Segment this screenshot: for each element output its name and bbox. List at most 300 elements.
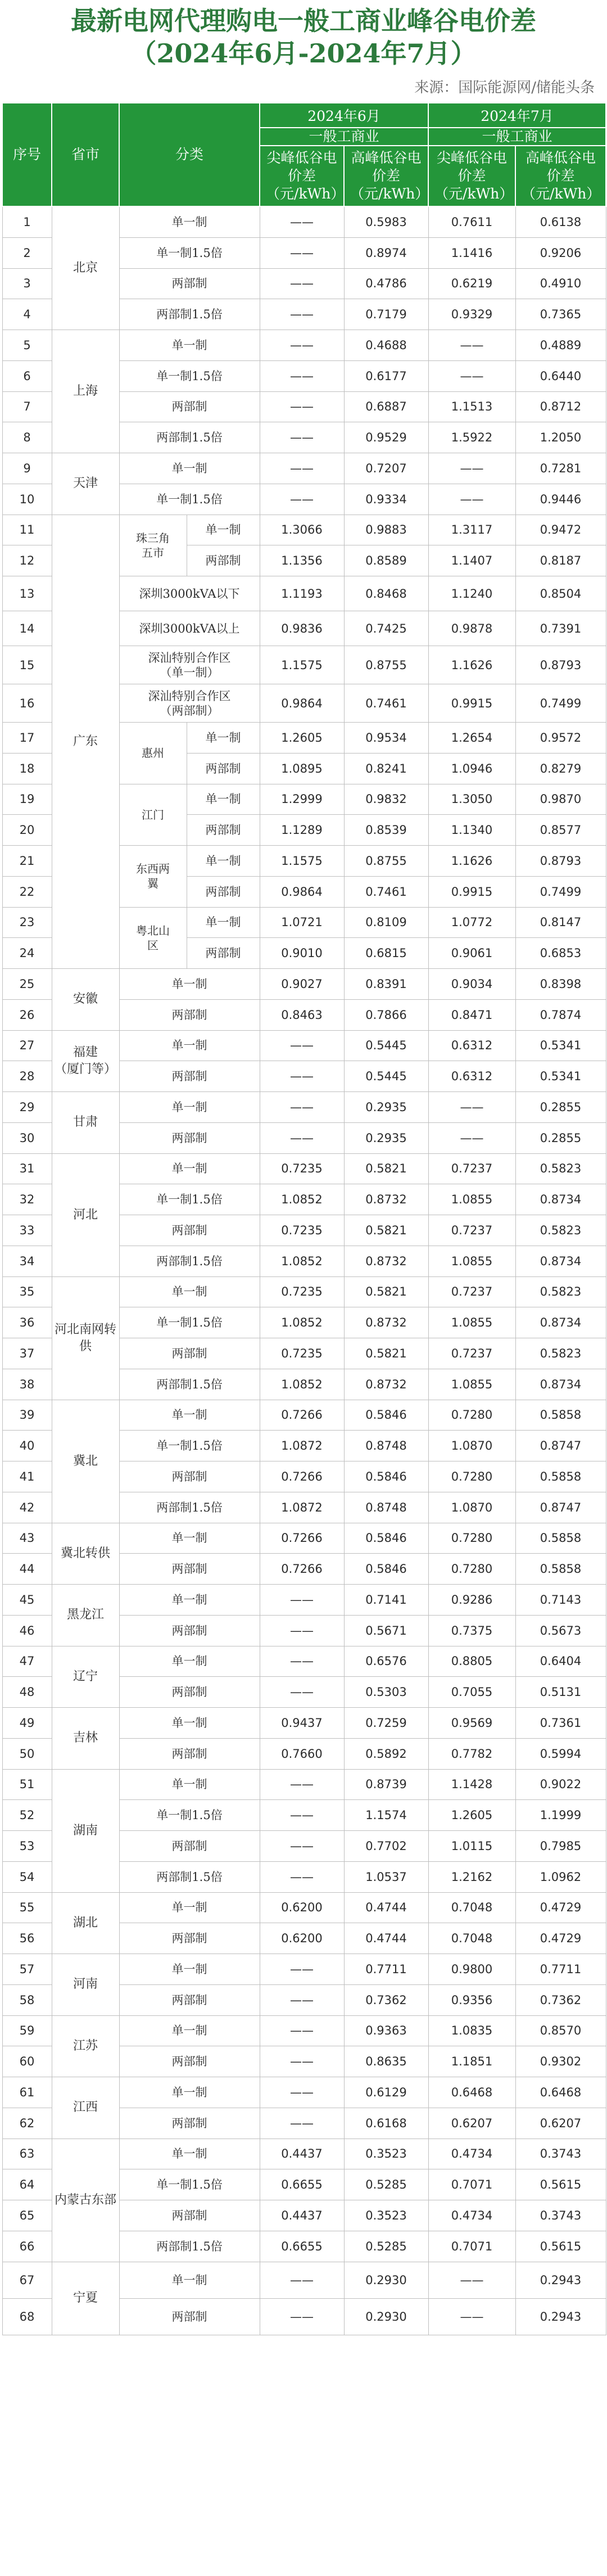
july-high-value: 1.2050 bbox=[515, 422, 606, 453]
july-high-value: 0.9206 bbox=[515, 237, 606, 268]
july-high-value: 0.7499 bbox=[515, 876, 606, 907]
header-june bbox=[260, 103, 428, 128]
july-peak-value: 0.7048 bbox=[428, 1923, 515, 1954]
row-index: 54 bbox=[2, 1861, 52, 1892]
category-cell: 单一制1.5倍 bbox=[119, 237, 260, 268]
july-high-value: 0.8570 bbox=[515, 2015, 606, 2046]
july-high-value: 0.2855 bbox=[515, 1122, 606, 1153]
table-row bbox=[2, 1769, 606, 1800]
july-high-value: 0.4729 bbox=[515, 1923, 606, 1954]
row-index: 25 bbox=[2, 969, 52, 1000]
july-peak-value: —— bbox=[428, 484, 515, 515]
july-peak-value: 1.0772 bbox=[428, 907, 515, 938]
category-cell: 单一制 bbox=[187, 846, 260, 877]
july-high-value: 1.1999 bbox=[515, 1800, 606, 1831]
price-table bbox=[2, 102, 606, 2335]
row-index: 56 bbox=[2, 1923, 52, 1954]
row-index: 35 bbox=[2, 1276, 52, 1307]
july-high-value: 0.5858 bbox=[515, 1554, 606, 1585]
june-peak-value: 0.9836 bbox=[260, 611, 344, 646]
row-index: 62 bbox=[2, 2108, 52, 2139]
july-peak-value: 1.1626 bbox=[428, 846, 515, 877]
june-peak-value: 0.4437 bbox=[260, 2139, 344, 2169]
july-peak-value: 1.0870 bbox=[428, 1431, 515, 1461]
header-july-high: 高峰低谷电价差（元/kWh） bbox=[515, 146, 606, 206]
july-high-value: 0.7499 bbox=[515, 684, 606, 723]
july-peak-value: 0.9061 bbox=[428, 938, 515, 969]
row-index: 48 bbox=[2, 1677, 52, 1708]
row-index: 19 bbox=[2, 784, 52, 815]
row-index: 30 bbox=[2, 1122, 52, 1153]
row-index: 33 bbox=[2, 1215, 52, 1246]
province-cell: 江苏 bbox=[52, 2015, 119, 2077]
july-peak-value: 1.1407 bbox=[428, 545, 515, 576]
category-cell: 单一制 bbox=[119, 1954, 260, 1985]
row-index: 66 bbox=[2, 2231, 52, 2262]
july-high-value: 0.4910 bbox=[515, 268, 606, 299]
row-index: 38 bbox=[2, 1369, 52, 1400]
june-high-value: 0.8748 bbox=[344, 1431, 428, 1461]
category-cell: 单一制 bbox=[187, 907, 260, 938]
category-cell: 两部制 bbox=[187, 938, 260, 969]
july-peak-value: 1.1513 bbox=[428, 391, 515, 422]
june-peak-value: 1.0721 bbox=[260, 907, 344, 938]
category-cell: 两部制 bbox=[119, 1461, 260, 1492]
june-high-value: 0.8391 bbox=[344, 969, 428, 1000]
june-high-value: 0.9832 bbox=[344, 784, 428, 815]
category-cell: 单一制1.5倍 bbox=[119, 1307, 260, 1338]
header-idx: 序号 bbox=[2, 103, 52, 206]
row-index: 27 bbox=[2, 1030, 52, 1061]
july-high-value: 0.8187 bbox=[515, 545, 606, 576]
july-peak-value: 0.9915 bbox=[428, 684, 515, 723]
july-high-value: 0.9472 bbox=[515, 515, 606, 545]
june-peak-value: 1.0852 bbox=[260, 1307, 344, 1338]
row-index: 13 bbox=[2, 576, 52, 611]
july-peak-value: 0.9569 bbox=[428, 1708, 515, 1739]
june-peak-value: 1.2605 bbox=[260, 723, 344, 754]
category-cell: 两部制1.5倍 bbox=[119, 2231, 260, 2262]
row-index: 22 bbox=[2, 876, 52, 907]
july-high-value: 0.5994 bbox=[515, 1738, 606, 1769]
row-index: 64 bbox=[2, 2169, 52, 2200]
row-index: 41 bbox=[2, 1461, 52, 1492]
row-index: 45 bbox=[2, 1585, 52, 1616]
category-cell: 两部制 bbox=[119, 1122, 260, 1153]
june-high-value: 0.5821 bbox=[344, 1276, 428, 1307]
june-high-value: 0.7362 bbox=[344, 1984, 428, 2015]
june-high-value: 0.7259 bbox=[344, 1708, 428, 1739]
province-cell: 冀北 bbox=[52, 1400, 119, 1523]
june-high-value: 0.5821 bbox=[344, 1215, 428, 1246]
june-peak-value: 0.9027 bbox=[260, 969, 344, 1000]
june-peak-value: 0.7235 bbox=[260, 1153, 344, 1184]
july-peak-value: 0.9286 bbox=[428, 1585, 515, 1616]
july-high-value: 0.8734 bbox=[515, 1246, 606, 1276]
july-peak-value: 0.7071 bbox=[428, 2169, 515, 2200]
category-cell: 两部制 bbox=[119, 1338, 260, 1369]
table-row bbox=[2, 2015, 606, 2046]
category-cell: 单一制1.5倍 bbox=[119, 360, 260, 391]
june-high-value: 0.5671 bbox=[344, 1615, 428, 1646]
header-july-period: 2024年7月 bbox=[481, 108, 554, 124]
row-index: 28 bbox=[2, 1061, 52, 1092]
row-index: 14 bbox=[2, 611, 52, 646]
june-high-value: 0.7702 bbox=[344, 1831, 428, 1862]
category-cell: 深圳3000kVA以下 bbox=[119, 576, 260, 611]
june-peak-value: 1.0872 bbox=[260, 1492, 344, 1523]
june-peak-value: 1.0895 bbox=[260, 753, 344, 784]
july-peak-value: 0.7280 bbox=[428, 1400, 515, 1431]
june-peak-value: 0.7266 bbox=[260, 1400, 344, 1431]
category-cell: 单一制 bbox=[119, 969, 260, 1000]
province-cell: 福建 （厦门等） bbox=[52, 1030, 119, 1092]
june-peak-value: 0.7266 bbox=[260, 1554, 344, 1585]
province-cell: 吉林 bbox=[52, 1708, 119, 1770]
province-cell: 北京 bbox=[52, 206, 119, 330]
june-high-value: 0.7461 bbox=[344, 876, 428, 907]
july-high-value: 0.8747 bbox=[515, 1431, 606, 1461]
row-index: 36 bbox=[2, 1307, 52, 1338]
july-high-value: 0.5615 bbox=[515, 2169, 606, 2200]
province-cell: 黑龙江 bbox=[52, 1585, 119, 1646]
category-cell: 两部制1.5倍 bbox=[119, 1369, 260, 1400]
row-index: 1 bbox=[2, 206, 52, 237]
july-high-value: 0.8279 bbox=[515, 753, 606, 784]
header-province: 省市 bbox=[52, 103, 119, 206]
july-high-value: 0.6853 bbox=[515, 938, 606, 969]
title-line-2: （2024年6月-2024年7月） bbox=[130, 38, 477, 69]
row-index: 32 bbox=[2, 1184, 52, 1215]
table-row bbox=[2, 1585, 606, 1616]
july-high-value: 0.6404 bbox=[515, 1646, 606, 1677]
category-cell: 两部制1.5倍 bbox=[119, 422, 260, 453]
july-peak-value: 0.9034 bbox=[428, 969, 515, 1000]
july-peak-value: 0.7280 bbox=[428, 1554, 515, 1585]
june-high-value: 0.8732 bbox=[344, 1307, 428, 1338]
row-index: 24 bbox=[2, 938, 52, 969]
june-peak-value: 0.8463 bbox=[260, 999, 344, 1030]
june-high-value: 0.3523 bbox=[344, 2200, 428, 2231]
province-cell: 辽宁 bbox=[52, 1646, 119, 1708]
june-peak-value: —— bbox=[260, 1122, 344, 1153]
row-index: 18 bbox=[2, 753, 52, 784]
row-index: 47 bbox=[2, 1646, 52, 1677]
july-peak-value: 0.7237 bbox=[428, 1338, 515, 1369]
province-cell: 江西 bbox=[52, 2077, 119, 2139]
table-row bbox=[2, 206, 606, 237]
june-peak-value: —— bbox=[260, 422, 344, 453]
june-high-value: 0.5846 bbox=[344, 1400, 428, 1431]
table-row bbox=[2, 1153, 606, 1184]
header-july-type: 一般工商业 bbox=[428, 128, 606, 146]
july-peak-value: 1.0835 bbox=[428, 2015, 515, 2046]
july-peak-value: 1.0855 bbox=[428, 1307, 515, 1338]
june-high-value: 0.8109 bbox=[344, 907, 428, 938]
source-note: 来源：国际能源网/储能头条 bbox=[414, 79, 595, 96]
june-high-value: 0.6576 bbox=[344, 1646, 428, 1677]
june-peak-value: —— bbox=[260, 1646, 344, 1677]
category-cell: 单一制 bbox=[119, 1646, 260, 1677]
category-cell: 单一制 bbox=[119, 2077, 260, 2108]
category-cell: 单一制 bbox=[119, 1030, 260, 1061]
province-cell: 广东 bbox=[52, 515, 119, 969]
region-cell: 珠三角 五市 bbox=[119, 515, 187, 576]
july-high-value: 0.5823 bbox=[515, 1153, 606, 1184]
row-index: 20 bbox=[2, 815, 52, 846]
july-peak-value: 0.6312 bbox=[428, 1061, 515, 1092]
june-high-value: 0.8241 bbox=[344, 753, 428, 784]
june-peak-value: 0.7266 bbox=[260, 1523, 344, 1554]
june-high-value: 0.6887 bbox=[344, 391, 428, 422]
july-high-value: 0.6207 bbox=[515, 2108, 606, 2139]
july-high-value: 0.5858 bbox=[515, 1400, 606, 1431]
row-index: 63 bbox=[2, 2139, 52, 2169]
row-index: 17 bbox=[2, 723, 52, 754]
row-index: 52 bbox=[2, 1800, 52, 1831]
category-cell: 两部制 bbox=[119, 1677, 260, 1708]
july-high-value: 0.7711 bbox=[515, 1954, 606, 1985]
category-cell: 两部制1.5倍 bbox=[119, 1861, 260, 1892]
july-high-value: 0.3743 bbox=[515, 2139, 606, 2169]
july-peak-value: 1.0855 bbox=[428, 1246, 515, 1276]
table-row bbox=[2, 1954, 606, 1985]
category-cell: 两部制 bbox=[119, 2046, 260, 2077]
july-peak-value: 1.2605 bbox=[428, 1800, 515, 1831]
row-index: 31 bbox=[2, 1153, 52, 1184]
row-index: 40 bbox=[2, 1431, 52, 1461]
row-index: 44 bbox=[2, 1554, 52, 1585]
july-peak-value: 1.1240 bbox=[428, 576, 515, 611]
table-row bbox=[2, 453, 606, 484]
table-row bbox=[2, 1708, 606, 1739]
category-cell: 单一制 bbox=[119, 2139, 260, 2169]
july-high-value: 0.9572 bbox=[515, 723, 606, 754]
province-cell: 宁夏 bbox=[52, 2262, 119, 2335]
table-row bbox=[2, 1092, 606, 1123]
row-index: 68 bbox=[2, 2298, 52, 2335]
july-high-value: 0.9022 bbox=[515, 1769, 606, 1800]
june-peak-value: —— bbox=[260, 1092, 344, 1123]
row-index: 60 bbox=[2, 2046, 52, 2077]
category-cell: 两部制 bbox=[119, 1554, 260, 1585]
july-high-value: 0.9302 bbox=[515, 2046, 606, 2077]
category-cell: 两部制 bbox=[119, 1215, 260, 1246]
row-index: 5 bbox=[2, 330, 52, 361]
july-peak-value: 0.4734 bbox=[428, 2200, 515, 2231]
june-peak-value: 0.9864 bbox=[260, 684, 344, 723]
category-cell: 两部制 bbox=[119, 2298, 260, 2335]
june-high-value: 0.8539 bbox=[344, 815, 428, 846]
july-peak-value: —— bbox=[428, 360, 515, 391]
june-high-value: 0.8739 bbox=[344, 1769, 428, 1800]
table-row bbox=[2, 330, 606, 361]
june-high-value: 0.7866 bbox=[344, 999, 428, 1030]
category-cell: 单一制 bbox=[119, 1585, 260, 1616]
july-peak-value: 0.6312 bbox=[428, 1030, 515, 1061]
july-peak-value: 1.1428 bbox=[428, 1769, 515, 1800]
july-peak-value: 1.2654 bbox=[428, 723, 515, 754]
june-high-value: 0.7461 bbox=[344, 684, 428, 723]
july-high-value: 0.5858 bbox=[515, 1461, 606, 1492]
july-high-value: 0.6440 bbox=[515, 360, 606, 391]
july-peak-value: 0.7611 bbox=[428, 206, 515, 237]
july-peak-value: 0.6219 bbox=[428, 268, 515, 299]
july-high-value: 0.7365 bbox=[515, 299, 606, 330]
july-peak-value: —— bbox=[428, 1092, 515, 1123]
june-peak-value: —— bbox=[260, 1831, 344, 1862]
row-index: 39 bbox=[2, 1400, 52, 1431]
region-cell: 江门 bbox=[119, 784, 187, 846]
province-cell: 河北南网转供 bbox=[52, 1276, 119, 1400]
june-high-value: 1.0537 bbox=[344, 1861, 428, 1892]
june-peak-value: —— bbox=[260, 1861, 344, 1892]
table-body bbox=[2, 206, 606, 2335]
category-cell: 单一制 bbox=[119, 1400, 260, 1431]
july-high-value: 0.8712 bbox=[515, 391, 606, 422]
june-peak-value: —— bbox=[260, 484, 344, 515]
july-peak-value: 0.4734 bbox=[428, 2139, 515, 2169]
july-peak-value: 1.2162 bbox=[428, 1861, 515, 1892]
june-peak-value: —— bbox=[260, 1061, 344, 1092]
june-peak-value: —— bbox=[260, 391, 344, 422]
row-index: 51 bbox=[2, 1769, 52, 1800]
province-cell: 河北 bbox=[52, 1153, 119, 1276]
province-cell: 上海 bbox=[52, 330, 119, 453]
category-cell: 单一制 bbox=[119, 206, 260, 237]
july-peak-value: —— bbox=[428, 2262, 515, 2298]
june-peak-value: —— bbox=[260, 2262, 344, 2298]
table-row bbox=[2, 1646, 606, 1677]
category-cell: 两部制1.5倍 bbox=[119, 299, 260, 330]
july-peak-value: 1.0870 bbox=[428, 1492, 515, 1523]
june-high-value: 0.2935 bbox=[344, 1122, 428, 1153]
june-peak-value: 0.9864 bbox=[260, 876, 344, 907]
row-index: 34 bbox=[2, 1246, 52, 1276]
june-high-value: 1.1574 bbox=[344, 1800, 428, 1831]
june-peak-value: 0.6200 bbox=[260, 1923, 344, 1954]
july-peak-value: 0.6207 bbox=[428, 2108, 515, 2139]
july-high-value: 0.7362 bbox=[515, 1984, 606, 2015]
category-cell: 两部制 bbox=[187, 815, 260, 846]
june-high-value: 0.5821 bbox=[344, 1153, 428, 1184]
category-cell: 两部制 bbox=[119, 1831, 260, 1862]
category-cell: 两部制 bbox=[187, 545, 260, 576]
july-peak-value: 0.7237 bbox=[428, 1153, 515, 1184]
july-high-value: 0.7361 bbox=[515, 1708, 606, 1739]
june-peak-value: —— bbox=[260, 1954, 344, 1985]
july-high-value: 0.7281 bbox=[515, 453, 606, 484]
july-peak-value: 0.7280 bbox=[428, 1461, 515, 1492]
row-index: 8 bbox=[2, 422, 52, 453]
row-index: 61 bbox=[2, 2077, 52, 2108]
june-peak-value: 1.0852 bbox=[260, 1184, 344, 1215]
june-high-value: 0.6177 bbox=[344, 360, 428, 391]
july-high-value: 0.5341 bbox=[515, 1061, 606, 1092]
row-index: 46 bbox=[2, 1615, 52, 1646]
june-peak-value: —— bbox=[260, 2077, 344, 2108]
june-peak-value: 0.7266 bbox=[260, 1461, 344, 1492]
june-peak-value: 0.7235 bbox=[260, 1338, 344, 1369]
category-cell: 两部制 bbox=[119, 1615, 260, 1646]
province-cell: 河南 bbox=[52, 1954, 119, 2016]
june-high-value: 0.8974 bbox=[344, 237, 428, 268]
category-cell: 单一制 bbox=[119, 1523, 260, 1554]
category-cell: 单一制 bbox=[187, 723, 260, 754]
june-high-value: 0.5303 bbox=[344, 1677, 428, 1708]
july-high-value: 0.6468 bbox=[515, 2077, 606, 2108]
row-index: 29 bbox=[2, 1092, 52, 1123]
june-peak-value: 1.1575 bbox=[260, 846, 344, 877]
june-high-value: 0.7207 bbox=[344, 453, 428, 484]
table-row bbox=[2, 969, 606, 1000]
table-row bbox=[2, 2262, 606, 2298]
region-cell: 粤北山 区 bbox=[119, 907, 187, 969]
june-peak-value: —— bbox=[260, 299, 344, 330]
june-high-value: 0.8468 bbox=[344, 576, 428, 611]
july-high-value: 0.7874 bbox=[515, 999, 606, 1030]
june-high-value: 0.5821 bbox=[344, 1338, 428, 1369]
june-peak-value: 1.1193 bbox=[260, 576, 344, 611]
july-peak-value: 1.1851 bbox=[428, 2046, 515, 2077]
category-cell: 单一制 bbox=[119, 1153, 260, 1184]
june-peak-value: —— bbox=[260, 2015, 344, 2046]
july-peak-value: 0.9329 bbox=[428, 299, 515, 330]
table-row bbox=[2, 515, 606, 545]
row-index: 67 bbox=[2, 2262, 52, 2298]
row-index: 65 bbox=[2, 2200, 52, 2231]
june-high-value: 0.5846 bbox=[344, 1523, 428, 1554]
june-peak-value: 1.1356 bbox=[260, 545, 344, 576]
june-high-value: 0.5445 bbox=[344, 1030, 428, 1061]
july-peak-value: 1.5922 bbox=[428, 422, 515, 453]
june-high-value: 0.2930 bbox=[344, 2298, 428, 2335]
table-row bbox=[2, 1276, 606, 1307]
july-high-value: 0.8793 bbox=[515, 846, 606, 877]
june-high-value: 0.6129 bbox=[344, 2077, 428, 2108]
row-index: 9 bbox=[2, 453, 52, 484]
category-cell: 两部制 bbox=[119, 391, 260, 422]
june-high-value: 0.8732 bbox=[344, 1246, 428, 1276]
june-high-value: 0.5983 bbox=[344, 206, 428, 237]
july-peak-value: 0.9878 bbox=[428, 611, 515, 646]
june-high-value: 0.7141 bbox=[344, 1585, 428, 1616]
june-peak-value: —— bbox=[260, 1800, 344, 1831]
june-peak-value: 1.3066 bbox=[260, 515, 344, 545]
row-index: 59 bbox=[2, 2015, 52, 2046]
july-high-value: 1.0962 bbox=[515, 1861, 606, 1892]
category-cell: 两部制 bbox=[119, 1738, 260, 1769]
province-cell: 安徽 bbox=[52, 969, 119, 1031]
june-peak-value: 1.1289 bbox=[260, 815, 344, 846]
june-high-value: 0.3523 bbox=[344, 2139, 428, 2169]
category-cell: 两部制 bbox=[119, 999, 260, 1030]
category-cell: 单一制1.5倍 bbox=[119, 484, 260, 515]
category-cell: 两部制 bbox=[187, 753, 260, 784]
june-high-value: 0.2930 bbox=[344, 2262, 428, 2298]
june-high-value: 0.8748 bbox=[344, 1492, 428, 1523]
july-high-value: 0.2943 bbox=[515, 2262, 606, 2298]
header-july-peak: 尖峰低谷电价差（元/kWh） bbox=[428, 146, 515, 206]
june-high-value: 0.5846 bbox=[344, 1554, 428, 1585]
june-peak-value: 1.0872 bbox=[260, 1431, 344, 1461]
row-index: 10 bbox=[2, 484, 52, 515]
category-cell: 单一制1.5倍 bbox=[119, 1800, 260, 1831]
category-cell: 两部制 bbox=[119, 1984, 260, 2015]
table-row bbox=[2, 1892, 606, 1923]
row-index: 23 bbox=[2, 907, 52, 938]
june-high-value: 0.5892 bbox=[344, 1738, 428, 1769]
